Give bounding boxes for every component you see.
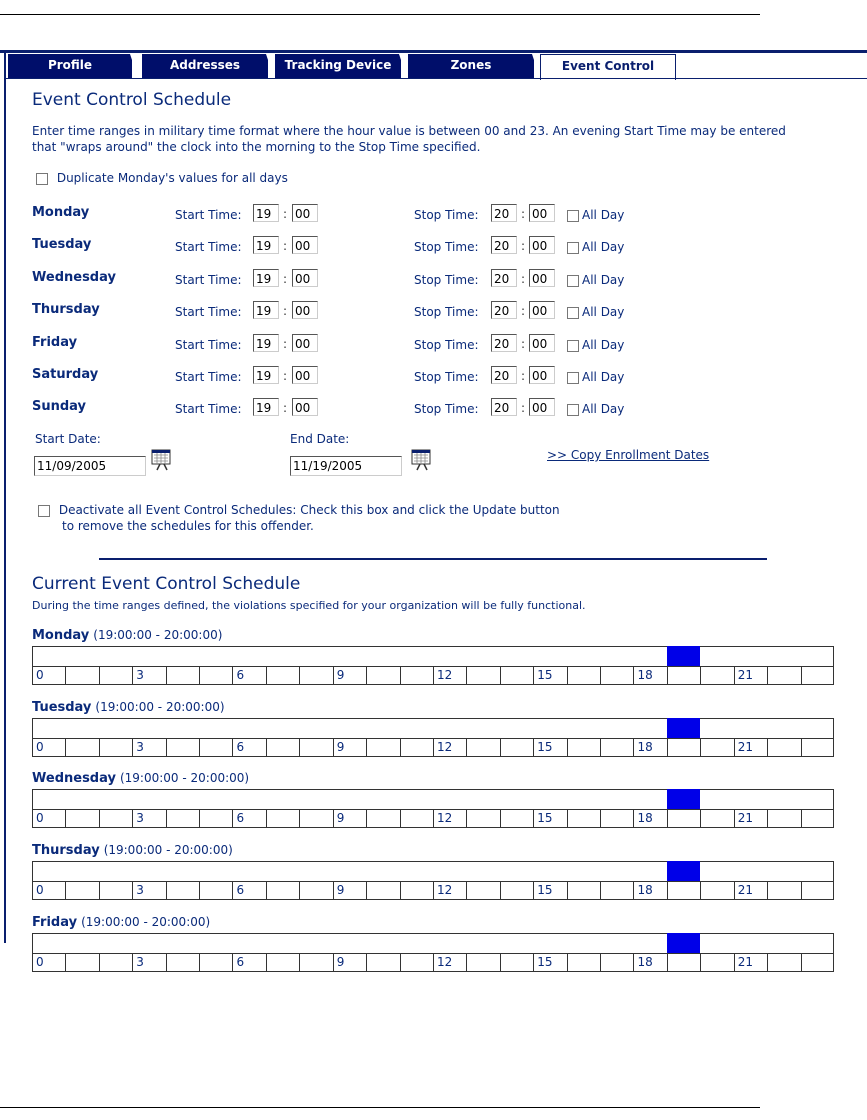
all-day-label: All Day bbox=[582, 338, 625, 352]
hour-tick-label: 0 bbox=[33, 667, 66, 684]
hour-tick-label: 21 bbox=[735, 810, 768, 827]
hour-cell bbox=[467, 954, 500, 971]
hour-cell bbox=[267, 882, 300, 899]
hour-cell bbox=[768, 954, 801, 971]
stop-hour-input[interactable]: 20 bbox=[491, 236, 517, 254]
hour-tick-label: 3 bbox=[133, 739, 166, 756]
hour-cell bbox=[167, 667, 200, 684]
day-label-sunday: Sunday bbox=[32, 399, 87, 414]
stop-hour-input[interactable]: 20 bbox=[491, 398, 517, 416]
hour-cell bbox=[401, 954, 434, 971]
frame-left-border bbox=[4, 50, 6, 943]
stop-minute-input[interactable]: 00 bbox=[529, 366, 555, 384]
tab-tracking-device[interactable]: Tracking Device bbox=[275, 54, 401, 78]
hour-tick-label: 15 bbox=[534, 954, 567, 971]
copy-enrollment-dates-link[interactable]: >> Copy Enrollment Dates bbox=[547, 448, 710, 462]
hour-cell bbox=[467, 810, 500, 827]
hour-cell bbox=[200, 667, 233, 684]
all-day-checkbox[interactable] bbox=[567, 307, 579, 319]
instructions-line-2: that "wraps around" the clock into the morning to the Stop Time specified. bbox=[32, 140, 481, 154]
stop-hour-input[interactable]: 20 bbox=[491, 334, 517, 352]
stop-time-label: Stop Time: bbox=[414, 338, 479, 352]
time-colon: : bbox=[521, 369, 526, 383]
start-time-label: Start Time: bbox=[175, 370, 242, 384]
start-minute-input[interactable]: 00 bbox=[292, 334, 318, 352]
hour-cell bbox=[300, 667, 333, 684]
start-minute-input[interactable]: 00 bbox=[292, 366, 318, 384]
day-label-tuesday: Tuesday bbox=[32, 237, 92, 252]
hour-cell bbox=[467, 739, 500, 756]
time-colon: : bbox=[521, 337, 526, 351]
hour-cell bbox=[701, 739, 734, 756]
hour-cell bbox=[802, 810, 835, 827]
end-date-label: End Date: bbox=[290, 432, 350, 446]
stop-minute-input[interactable]: 00 bbox=[529, 236, 555, 254]
hour-cell bbox=[401, 667, 434, 684]
end-date-calendar-icon[interactable] bbox=[410, 448, 434, 472]
all-day-option[interactable] bbox=[567, 370, 624, 384]
start-minute-input[interactable]: 00 bbox=[292, 204, 318, 222]
start-time-label: Start Time: bbox=[175, 305, 242, 319]
hour-cell bbox=[267, 667, 300, 684]
hour-cell bbox=[66, 667, 99, 684]
hour-cell bbox=[601, 739, 634, 756]
timeline-track bbox=[32, 933, 834, 953]
stop-time-label: Stop Time: bbox=[414, 273, 479, 287]
page-bottom-rule bbox=[0, 1107, 760, 1108]
instructions-line-1: Enter time ranges in military time format where the hour value is between 00 and 23. An evening Start Time may be entered bbox=[32, 124, 786, 138]
hour-scale bbox=[32, 881, 834, 900]
schedule-day-name: Friday bbox=[32, 915, 78, 930]
hour-tick-label: 6 bbox=[234, 954, 267, 971]
time-colon: : bbox=[283, 272, 288, 286]
hour-tick-label: 9 bbox=[334, 882, 367, 899]
hour-cell bbox=[501, 667, 534, 684]
hour-cell bbox=[200, 810, 233, 827]
stop-time-label: Stop Time: bbox=[414, 402, 479, 416]
hour-cell bbox=[401, 739, 434, 756]
deactivate-checkbox[interactable] bbox=[38, 505, 50, 517]
app-frame bbox=[0, 50, 867, 969]
hour-tick-label: 0 bbox=[33, 882, 66, 899]
hour-tick-label: 18 bbox=[635, 739, 668, 756]
hour-cell bbox=[601, 954, 634, 971]
stop-time-label: Stop Time: bbox=[414, 305, 479, 319]
hour-tick-label: 9 bbox=[334, 667, 367, 684]
hour-cell bbox=[200, 954, 233, 971]
hour-cell bbox=[802, 954, 835, 971]
deactivate-line-2: to remove the schedules for this offender. bbox=[62, 519, 314, 533]
hour-tick-label: 3 bbox=[133, 882, 166, 899]
start-hour-input[interactable]: 19 bbox=[253, 204, 279, 222]
hour-cell bbox=[501, 954, 534, 971]
time-colon: : bbox=[283, 337, 288, 351]
time-colon: : bbox=[521, 401, 526, 415]
active-time-block bbox=[667, 861, 700, 881]
hour-cell bbox=[701, 882, 734, 899]
all-day-label: All Day bbox=[582, 305, 625, 319]
current-schedule-subtitle: During the time ranges defined, the violations specified for your organization will be fully functional. bbox=[32, 599, 586, 612]
hour-cell bbox=[668, 954, 701, 971]
hour-tick-label: 9 bbox=[334, 954, 367, 971]
schedule-timeline bbox=[32, 718, 834, 758]
hour-cell bbox=[568, 954, 601, 971]
end-date-input[interactable]: 11/19/2005 bbox=[290, 456, 402, 476]
schedule-day-range: (19:00:00 - 20:00:00) bbox=[93, 628, 223, 642]
active-time-block bbox=[667, 718, 700, 738]
timeline-track bbox=[32, 789, 834, 809]
hour-cell bbox=[668, 667, 701, 684]
hour-tick-label: 0 bbox=[33, 954, 66, 971]
timeline-track bbox=[32, 646, 834, 666]
deactivate-option[interactable] bbox=[38, 502, 560, 534]
hour-cell bbox=[601, 810, 634, 827]
hour-tick-label: 9 bbox=[334, 739, 367, 756]
hour-cell bbox=[601, 882, 634, 899]
hour-cell bbox=[100, 739, 133, 756]
start-time-label: Start Time: bbox=[175, 208, 242, 222]
hour-tick-label: 18 bbox=[635, 810, 668, 827]
hour-tick-label: 12 bbox=[434, 810, 467, 827]
page-top-rule bbox=[0, 14, 760, 15]
hour-tick-label: 6 bbox=[234, 739, 267, 756]
current-schedule-title: Current Event Control Schedule bbox=[32, 574, 301, 594]
hour-tick-label: 12 bbox=[434, 739, 467, 756]
hour-tick-label: 21 bbox=[735, 667, 768, 684]
hour-cell bbox=[768, 667, 801, 684]
hour-tick-label: 21 bbox=[735, 882, 768, 899]
duplicate-mondays-option[interactable] bbox=[36, 170, 288, 186]
section-divider bbox=[99, 558, 767, 560]
hour-tick-label: 0 bbox=[33, 739, 66, 756]
hour-tick-label: 18 bbox=[635, 954, 668, 971]
all-day-label: All Day bbox=[582, 273, 625, 287]
hour-cell bbox=[467, 667, 500, 684]
hour-cell bbox=[568, 882, 601, 899]
stop-minute-input[interactable]: 00 bbox=[529, 398, 555, 416]
start-hour-input[interactable]: 19 bbox=[253, 236, 279, 254]
hour-cell bbox=[701, 667, 734, 684]
deactivate-line-1: Deactivate all Event Control Schedules: Check this box and click the Update button bbox=[58, 503, 560, 517]
hour-tick-label: 6 bbox=[234, 882, 267, 899]
start-time-label: Start Time: bbox=[175, 338, 242, 352]
active-time-block bbox=[667, 789, 700, 809]
all-day-checkbox[interactable] bbox=[567, 210, 579, 222]
tab-zones[interactable]: Zones bbox=[408, 54, 534, 78]
time-colon: : bbox=[521, 304, 526, 318]
hour-cell bbox=[568, 810, 601, 827]
start-date-label: Start Date: bbox=[35, 432, 101, 446]
day-label-thursday: Thursday bbox=[32, 302, 100, 317]
all-day-label: All Day bbox=[582, 208, 625, 222]
hour-cell bbox=[367, 954, 400, 971]
schedule-day-range: (19:00:00 - 20:00:00) bbox=[81, 915, 211, 929]
hour-cell bbox=[768, 810, 801, 827]
all-day-checkbox[interactable] bbox=[567, 404, 579, 416]
time-colon: : bbox=[521, 239, 526, 253]
hour-cell bbox=[367, 810, 400, 827]
tab-underline bbox=[6, 78, 867, 79]
stop-minute-input[interactable]: 00 bbox=[529, 301, 555, 319]
hour-cell bbox=[300, 954, 333, 971]
start-minute-input[interactable]: 00 bbox=[292, 236, 318, 254]
tab-event-control[interactable]: Event Control bbox=[540, 54, 676, 80]
stop-hour-input[interactable]: 20 bbox=[491, 366, 517, 384]
hour-cell bbox=[267, 954, 300, 971]
stop-time-label: Stop Time: bbox=[414, 208, 479, 222]
all-day-label: All Day bbox=[582, 402, 625, 416]
hour-cell bbox=[100, 882, 133, 899]
start-date-calendar-icon[interactable] bbox=[150, 448, 174, 472]
stop-hour-input[interactable]: 20 bbox=[491, 269, 517, 287]
hour-cell bbox=[367, 739, 400, 756]
stop-time-label: Stop Time: bbox=[414, 370, 479, 384]
hour-cell bbox=[668, 810, 701, 827]
day-label-wednesday: Wednesday bbox=[32, 270, 116, 285]
tab-bar bbox=[6, 54, 867, 80]
hour-cell bbox=[501, 739, 534, 756]
time-colon: : bbox=[283, 369, 288, 383]
hour-tick-label: 0 bbox=[33, 810, 66, 827]
all-day-checkbox[interactable] bbox=[567, 275, 579, 287]
hour-cell bbox=[300, 882, 333, 899]
stop-hour-input[interactable]: 20 bbox=[491, 204, 517, 222]
duplicate-mondays-checkbox[interactable] bbox=[36, 173, 48, 185]
all-day-option[interactable] bbox=[567, 402, 624, 416]
all-day-label: All Day bbox=[582, 370, 625, 384]
all-day-checkbox[interactable] bbox=[567, 242, 579, 254]
hour-cell bbox=[701, 810, 734, 827]
hour-scale bbox=[32, 809, 834, 828]
hour-cell bbox=[802, 739, 835, 756]
schedule-day-name: Tuesday bbox=[32, 700, 92, 715]
schedule-day-label bbox=[32, 700, 225, 715]
hour-cell bbox=[200, 739, 233, 756]
duplicate-mondays-label: Duplicate Monday's values for all days bbox=[56, 171, 288, 185]
hour-cell bbox=[367, 667, 400, 684]
hour-tick-label: 3 bbox=[133, 667, 166, 684]
hour-cell bbox=[501, 882, 534, 899]
hour-cell bbox=[167, 882, 200, 899]
frame-top-border bbox=[0, 50, 867, 53]
all-day-option[interactable] bbox=[567, 338, 624, 352]
hour-cell bbox=[100, 954, 133, 971]
schedule-day-name: Monday bbox=[32, 628, 90, 643]
start-minute-input[interactable]: 00 bbox=[292, 398, 318, 416]
time-colon: : bbox=[283, 304, 288, 318]
schedule-timeline bbox=[32, 646, 834, 686]
hour-tick-label: 6 bbox=[234, 810, 267, 827]
hour-scale bbox=[32, 738, 834, 757]
hour-cell bbox=[66, 954, 99, 971]
hour-cell bbox=[100, 667, 133, 684]
hour-tick-label: 3 bbox=[133, 810, 166, 827]
hour-cell bbox=[367, 882, 400, 899]
hour-cell bbox=[501, 810, 534, 827]
start-time-label: Start Time: bbox=[175, 273, 242, 287]
all-day-option[interactable] bbox=[567, 208, 624, 222]
start-minute-input[interactable]: 00 bbox=[292, 269, 318, 287]
hour-cell bbox=[568, 739, 601, 756]
timeline-track bbox=[32, 718, 834, 738]
start-hour-input[interactable]: 19 bbox=[253, 269, 279, 287]
stop-minute-input[interactable]: 00 bbox=[529, 204, 555, 222]
hour-tick-label: 12 bbox=[434, 954, 467, 971]
active-time-block bbox=[667, 646, 700, 666]
schedule-timeline bbox=[32, 789, 834, 829]
hour-cell bbox=[267, 739, 300, 756]
schedule-day-name: Thursday bbox=[32, 843, 100, 858]
hour-tick-label: 15 bbox=[534, 810, 567, 827]
active-time-block bbox=[667, 933, 700, 953]
time-colon: : bbox=[521, 272, 526, 286]
schedule-day-label bbox=[32, 628, 222, 643]
hour-tick-label: 18 bbox=[635, 667, 668, 684]
start-hour-input[interactable]: 19 bbox=[253, 334, 279, 352]
time-colon: : bbox=[283, 239, 288, 253]
hour-cell bbox=[467, 882, 500, 899]
hour-cell bbox=[300, 739, 333, 756]
hour-cell bbox=[200, 882, 233, 899]
hour-tick-label: 12 bbox=[434, 667, 467, 684]
hour-scale bbox=[32, 666, 834, 685]
hour-tick-label: 21 bbox=[735, 739, 768, 756]
hour-cell bbox=[66, 739, 99, 756]
hour-tick-label: 3 bbox=[133, 954, 166, 971]
timeline-track bbox=[32, 861, 834, 881]
hour-tick-label: 15 bbox=[534, 667, 567, 684]
start-hour-input[interactable]: 19 bbox=[253, 398, 279, 416]
stop-minute-input[interactable]: 00 bbox=[529, 269, 555, 287]
hour-scale bbox=[32, 953, 834, 972]
day-label-friday: Friday bbox=[32, 335, 78, 350]
start-hour-input[interactable]: 19 bbox=[253, 301, 279, 319]
start-hour-input[interactable]: 19 bbox=[253, 366, 279, 384]
start-time-label: Start Time: bbox=[175, 240, 242, 254]
hour-cell bbox=[267, 810, 300, 827]
schedule-day-label bbox=[32, 915, 210, 930]
hour-cell bbox=[300, 810, 333, 827]
schedule-timeline bbox=[32, 933, 834, 973]
stop-hour-input[interactable]: 20 bbox=[491, 301, 517, 319]
hour-cell bbox=[768, 882, 801, 899]
hour-tick-label: 21 bbox=[735, 954, 768, 971]
hour-cell bbox=[802, 667, 835, 684]
hour-cell bbox=[167, 954, 200, 971]
all-day-option[interactable] bbox=[567, 305, 624, 319]
day-label-saturday: Saturday bbox=[32, 367, 99, 382]
hour-tick-label: 9 bbox=[334, 810, 367, 827]
hour-cell bbox=[167, 739, 200, 756]
time-colon: : bbox=[521, 207, 526, 221]
all-day-label: All Day bbox=[582, 240, 625, 254]
start-time-label: Start Time: bbox=[175, 402, 242, 416]
hour-tick-label: 15 bbox=[534, 739, 567, 756]
stop-time-label: Stop Time: bbox=[414, 240, 479, 254]
start-minute-input[interactable]: 00 bbox=[292, 301, 318, 319]
schedule-title: Event Control Schedule bbox=[32, 90, 232, 110]
day-label-monday: Monday bbox=[32, 205, 90, 220]
all-day-checkbox[interactable] bbox=[567, 372, 579, 384]
hour-cell bbox=[167, 810, 200, 827]
all-day-checkbox[interactable] bbox=[567, 340, 579, 352]
schedule-day-range: (19:00:00 - 20:00:00) bbox=[119, 771, 250, 785]
time-colon: : bbox=[283, 207, 288, 221]
tab-profile[interactable]: Profile bbox=[8, 54, 132, 78]
schedule-day-range: (19:00:00 - 20:00:00) bbox=[103, 843, 233, 857]
hour-tick-label: 12 bbox=[434, 882, 467, 899]
tab-addresses[interactable]: Addresses bbox=[142, 54, 268, 78]
schedule-timeline bbox=[32, 861, 834, 901]
schedule-day-range: (19:00:00 - 20:00:00) bbox=[95, 700, 225, 714]
hour-cell bbox=[768, 739, 801, 756]
hour-cell bbox=[100, 810, 133, 827]
hour-tick-label: 15 bbox=[534, 882, 567, 899]
hour-tick-label: 18 bbox=[635, 882, 668, 899]
hour-cell bbox=[66, 810, 99, 827]
hour-cell bbox=[401, 882, 434, 899]
start-date-input[interactable]: 11/09/2005 bbox=[34, 456, 146, 476]
all-day-option[interactable] bbox=[567, 240, 624, 254]
schedule-day-label bbox=[32, 843, 233, 858]
hour-cell bbox=[802, 882, 835, 899]
hour-cell bbox=[401, 810, 434, 827]
stop-minute-input[interactable]: 00 bbox=[529, 334, 555, 352]
all-day-option[interactable] bbox=[567, 273, 624, 287]
schedule-day-name: Wednesday bbox=[32, 771, 116, 786]
time-colon: : bbox=[283, 401, 288, 415]
hour-cell bbox=[568, 667, 601, 684]
hour-cell bbox=[668, 739, 701, 756]
instructions bbox=[32, 123, 786, 155]
hour-cell bbox=[701, 954, 734, 971]
hour-tick-label: 6 bbox=[234, 667, 267, 684]
hour-cell bbox=[601, 667, 634, 684]
hour-cell bbox=[66, 882, 99, 899]
hour-cell bbox=[668, 882, 701, 899]
schedule-day-label bbox=[32, 771, 249, 786]
